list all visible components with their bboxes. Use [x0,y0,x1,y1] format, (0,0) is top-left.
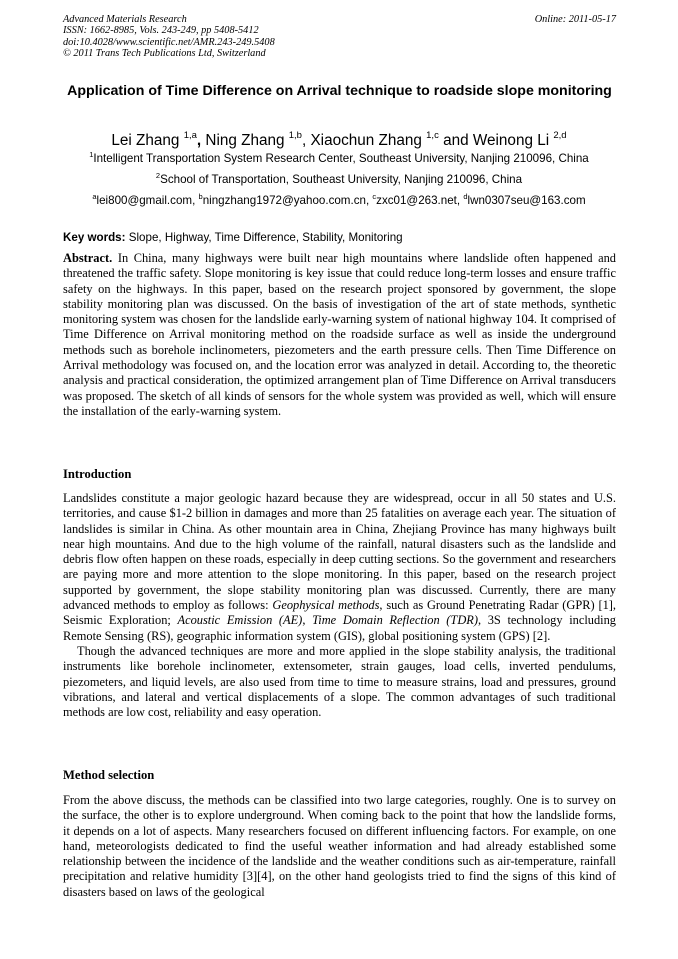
intro-italic: Geophysical methods [272,598,380,613]
issn-line: ISSN: 1662-8985, Vols. 243-249, pp 5408-5412 [63,25,259,37]
email-sup: a [92,192,97,201]
email-link[interactable]: lei800@gmail.com [96,194,193,207]
journal-header [63,14,616,60]
author-separator: , [301,132,307,149]
affiliation-number: 1 [89,150,94,159]
email-link[interactable]: lwn0307seu@163.com [467,194,586,207]
affiliation-text: Intelligent Transportation System Research Center, Southeast University, Nanjing 210096, China [93,152,589,165]
abstract [63,251,616,419]
abstract-text: In China, many highways were built near high mountains where landslide often happened and threatened the traffic safety. Slope monitoring is key issue that could reduce long-term losses and ensure traffic safety on the highways. In this paper, based on the research project sponsored by government, the slope stability monitoring plan was discussed. On the basis of investigation of the art of state methods, synthetic monitoring system was chosen for the landslide early-warning system of national highway 104. It comprised of Time Difference on Arrival monitoring method on the roadside surface as well as inside the underground methods such as borehole inclinometers, piezometers and the earth pressure cells. Then Time Difference on Arrival methodology was focused on, and the location error was analyzed in detail. According to, the theoretic analysis and practical consideration, the optimized arrangement plan of Time Difference on Arrival transducers was proposed. The sketch of all kinds of sensors for the whole system was provided as well, which will ensure the installation of the early-warning system. [63,251,616,418]
introduction-section [63,491,616,720]
author-sup: 2,d [553,130,567,141]
doi-line[interactable]: doi:10.4028/www.scientific.net/AMR.243-249.5408 [63,36,275,48]
intro-paragraph-2: Though the advanced techniques are more and more applied in the slope stability analysis, the traditional instruments like borehole inclinometer, extensometer, strain gauges, load cells, inverted pendulums, piezometers, and liquid levels, are also used from time to time to measure strains, load and pressures, ground vibrations, and lateral and vertical displacements of a slope. The common advantages of such traditional methods are low cost, reliability and easy operation. [63,643,616,720]
author-name: Lei Zhang [111,132,180,149]
intro-text: , such as Ground Penetrating Radar (GPR) [1], Seismic Exploration; [63,598,616,628]
method-paragraph-1: From the above discuss, the methods can be classified into two large categories, roughly. One is to survey on the surface, the other is to explore underground. When coming back to the point that how the landslide forms, it depends on a lot of aspects. Many researchers focused on different influencing factors. For example, on one hand, meteorologists dedicated to find the useful weather information and had already established some relationship between the incidence of the landslide and the weather conditions such as air-temperature, rainfall precipitation and relative humidity [3][4], on the other hand geologists tried to find the signs of this kind of disasters based on laws of the geological [63,793,616,899]
online-date: Online: 2011-05-17 [534,14,616,25]
intro-text: , 3S technology including Remote Sensing (RS), geographic information system (GIS), global positioning system (GPS) [2]. [63,613,616,643]
keywords-text: Slope, Highway, Time Difference, Stability, Monitoring [128,231,403,244]
author-sup: 1,b [288,130,302,141]
journal-name: Advanced Materials Research [63,14,187,25]
method-heading: Method selection [63,768,155,782]
intro-italic: Acoustic Emission (AE) [177,613,303,628]
author-sup: 1,a [183,130,197,141]
author-name: Xiaochun Zhang [310,132,422,149]
email-list: $^a$lei800@gmail.com, $^b$ningzhang1972@yahoo.com.cn, $^c$zxc01@263.net, $^d$lwn0307seu@163.com [92,192,586,207]
affiliation-number: 2 [155,171,161,180]
author-sup: 1,c [426,130,439,141]
email-sup: c [372,192,377,201]
email-sup: d [463,192,468,201]
copyright-line: © 2011 Trans Tech Publications Ltd, Switzerland [63,48,266,60]
email-link[interactable]: ningzhang1972@yahoo.com.cn [202,194,366,207]
intro-text: , [302,613,313,628]
intro-italic: Time Domain Reflection (TDR) [312,613,478,628]
intro-text: Landslides constitute a major geologic hazard because they are widespread, occur in all 50 states and U.S. territories, and cause $1-2 billion in damages and more than 25 fatalities on average each year. The situation of landslides is similar in China. As other mountain area in China, Zhejiang Province has many highways built near high mountains. And due to the high volume of the rainfall, natural disasters such as the landslide and debris flow often happen on these roads, especially in deep cutting sections. So the government and researchers are paying more and more attention to the slope monitoring. In this paper, based on the research project supported by government, the slope stability monitoring plan was discussed. Currently, there are many advanced methods to employ as follows: [63,491,616,613]
keywords [63,231,616,245]
affiliation-1 [20,152,658,166]
email-link[interactable]: zxc01@263.net [376,194,457,207]
paper-title: Application of Time Difference on Arrival technique to roadside slope monitoring [67,83,612,99]
email-sup: b [198,192,203,201]
method-section [63,793,616,900]
keywords-label: Key words: [63,231,126,244]
affiliation-text: School of Transportation, Southeast University, Nanjing 210096, China [160,173,523,186]
affiliation-2 [20,173,658,187]
author-name: Ning Zhang [205,132,285,149]
author-separator: , [196,132,202,149]
introduction-heading: Introduction [63,467,132,481]
abstract-label: Abstract. [63,251,113,265]
author-name: Weinong Li [472,132,550,149]
intro-paragraph-1 [63,491,616,644]
author-and: and [443,132,469,149]
author-list [40,131,638,151]
